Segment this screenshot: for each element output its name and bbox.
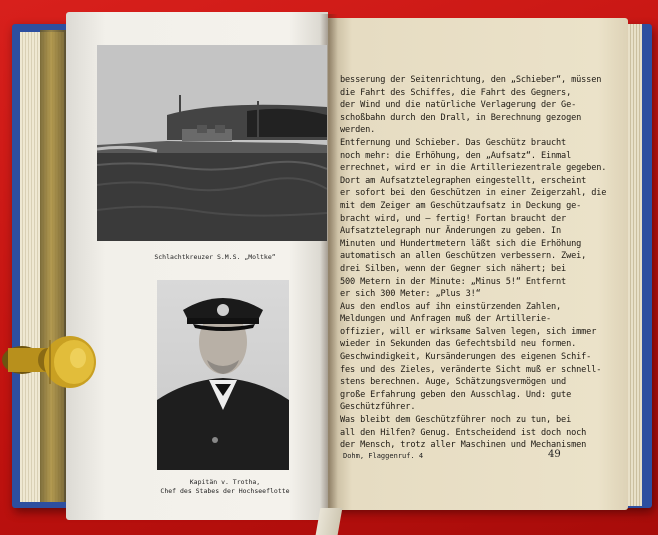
text-line: der Wind und die natürliche Verlagerung der Ge- [340,100,577,111]
text-line: Geschützführer. [340,402,416,413]
text-line: 500 Metern in der Minute: „Minus 5!“ Entfernt [340,276,567,287]
portrait-caption [150,478,300,496]
text-line: Aufsatztelegraph nur Änderungen zu geben. In [340,226,562,237]
brass-knob-illustration [0,322,100,392]
text-line: offizier, will er wirksame Salven legen, sich immer [340,326,597,337]
text-line: Minuten und Hundertmetern läßt sich die Erhöhung [340,238,582,249]
text-line: der Mensch, trotz aller Maschinen und Mechanismen [340,440,587,451]
text-line: Dort am Aufsatztelegraphen eingestellt, erscheint [340,175,587,186]
bookmark-ribbon [316,508,343,535]
page-footer-signature: Dohm, Flaggenruf. 4 [343,452,424,460]
officer-portrait [157,280,289,470]
text-line: er sofort bei den Geschützen in einer Zeigerzahl, die [340,188,607,199]
text-line: besserung der Seitenrichtung, den „Schieber“, müssen [340,75,602,85]
text-line: Entfernung und Schieber. Das Geschütz braucht [340,137,567,148]
brass-knob [0,322,100,392]
text-line: Geschwindigkeit, Kursänderungen des eigenen Schif- [340,352,592,363]
text-line: all den Hilfen? Genug. Entscheidend ist doch noch [340,427,587,438]
text-line: fes und des Zieles, veränderte Sicht muß er schnell- [340,364,602,375]
text-line: werden. [340,125,376,136]
text-line: bracht wird, und — fertig! Fortan braucht der [340,213,567,224]
ship-photo-caption: Schlachtkreuzer S.M.S. „Moltke“ [154,253,276,261]
text-line: wieder in Sekunden das Gefechtsbild neu formen. [340,339,577,350]
text-line: noch mehr: die Erhöhung, den „Aufsatz“. Einmal [340,150,572,161]
text-line: Was bleibt dem Geschützführer noch zu tun, bei [340,415,572,426]
text-line: schoßbahn durch den Drall, in Berechnung gezogen [340,112,582,123]
portrait-illustration [157,280,289,470]
gilt-edge [40,30,68,502]
text-line: Meldungen und Anfragen muß der Artillerie- [340,314,552,325]
page-edges-right [628,24,642,506]
text-line: drei Silben, wenn der Gegner sich nähert; bei [340,263,567,274]
text-line: stens berechnen. Auge, Schätzungsvermögen und [340,377,567,388]
text-line: er sich 300 Meter: „Plus 3!“ [340,289,481,300]
text-line: die Fahrt des Schiffes, die Fahrt des Gegners, [340,87,572,98]
text-line: große Erfahrung geben den Ausschlag. Und: gute [340,389,572,400]
text-line: mit dem Zeiger am Geschützaufsatz in Deckung ge- [340,200,582,211]
right-page-text [340,74,615,452]
portrait-caption-line2: Chef des Stabes der Hochseeflotte [160,487,290,495]
text-line: automatisch an allen Geschützen verbessern. Zwei, [340,251,587,262]
text-line: errechnet, wird er in die Artilleriezentrale gegeben. [340,163,607,174]
battlecruiser-photo [97,45,327,241]
portrait-caption-line1: Kapitän v. Trotha, [189,478,261,486]
ship-illustration [97,45,327,241]
page-number: 49 [548,449,561,460]
text-line: Aus den endlos auf ihn einstürzenden Zahlen, [340,301,562,312]
